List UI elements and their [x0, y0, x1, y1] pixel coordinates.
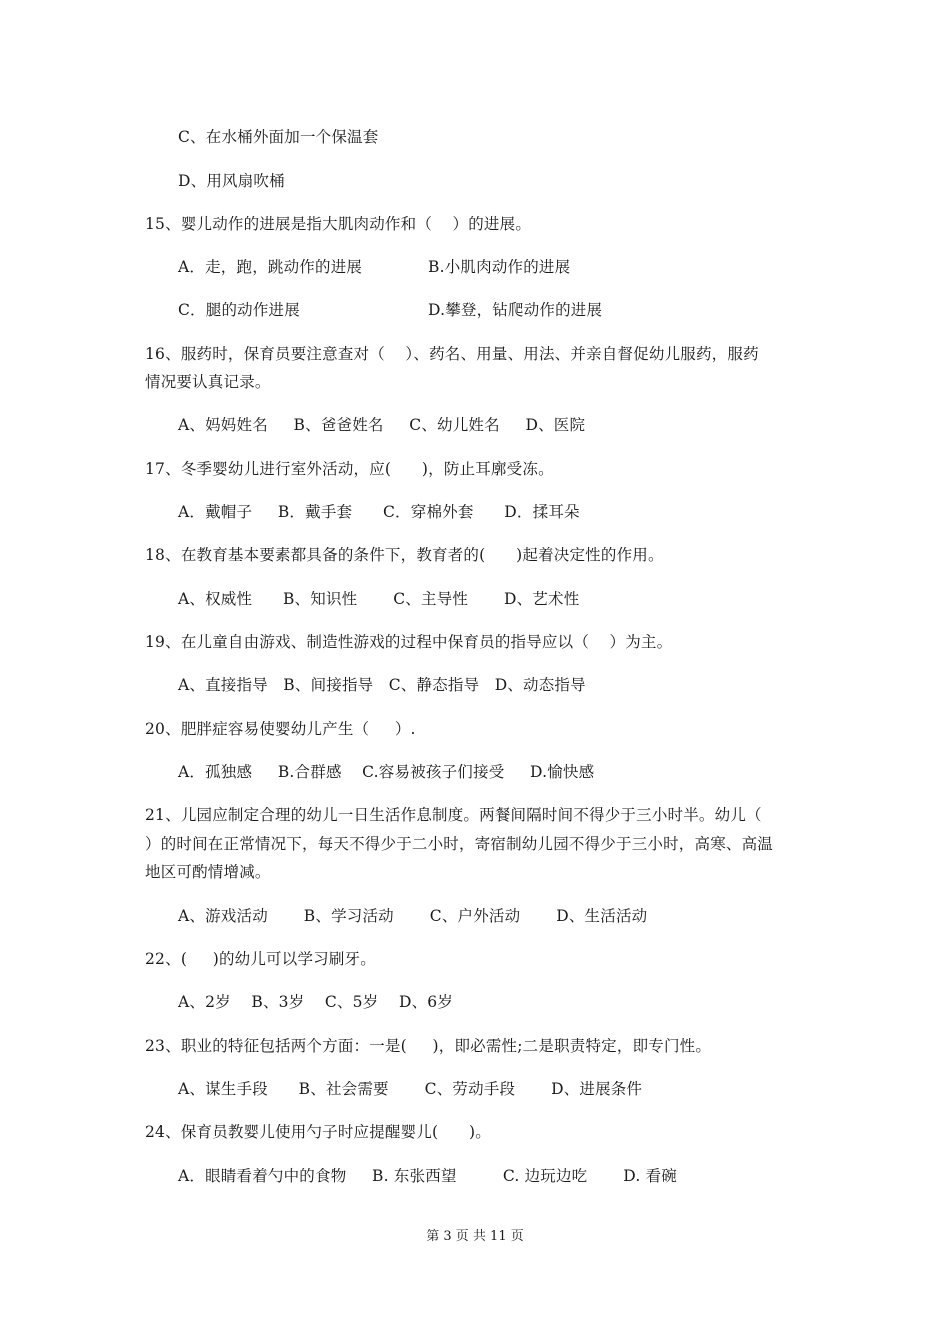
question-24: 24、保育员教婴儿使用勺子时应提醒婴儿( )。 [145, 1123, 491, 1141]
question-18: 18、在教育基本要素都具备的条件下，教育者的( )起着决定性的作用。 [145, 546, 664, 564]
question-15: 15、婴儿动作的进展是指大肌肉动作和（ ）的进展。 [145, 215, 532, 233]
question-17: 17、冬季婴幼儿进行室外活动，应( )，防止耳廓受冻。 [145, 460, 554, 478]
options-23: A、谋生手段 B、社会需要 C、劳动手段 D、进展条件 [178, 1080, 643, 1098]
question-23: 23、职业的特征包括两个方面：一是( )，即必需性;二是职责特定，即专门性。 [145, 1037, 712, 1055]
question-21: 21、儿园应制定合理的幼儿一日生活作息制度。两餐间隔时间不得少于三小时半。幼儿（ [145, 806, 762, 824]
options-22: A、2岁 B、3岁 C、5岁 D、6岁 [178, 993, 454, 1011]
question-19: 19、在儿童自由游戏、制造性游戏的过程中保育员的指导应以（ ）为主。 [145, 633, 673, 651]
option-15b: B.小肌肉动作的进展 [428, 258, 571, 276]
options-19: A、直接指导 B、间接指导 C、静态指导 D、动态指导 [178, 676, 586, 694]
options-16: A、妈妈姓名 B、爸爸姓名 C、幼儿姓名 D、医院 [178, 416, 586, 434]
option-15d: D.攀登，钻爬动作的进展 [428, 301, 603, 319]
options-24: A．眼睛看着勺中的食物 B. 东张西望 C. 边玩边吃 D. 看碗 [178, 1167, 677, 1185]
options-18: A、权威性 B、知识性 C、主导性 D、艺术性 [178, 590, 580, 608]
option-14d: D、用风扇吹桶 [178, 172, 285, 190]
options-20: A．孤独感 B.合群感 C.容易被孩子们接受 D.愉快感 [178, 763, 595, 781]
page-footer: 第 3 页 共 11 页 [426, 1229, 524, 1244]
options-17: A．戴帽子 B．戴手套 C．穿棉外套 D．揉耳朵 [178, 503, 580, 521]
options-21: A、游戏活动 B、学习活动 C、户外活动 D、生活活动 [178, 907, 648, 925]
option-15c: C．腿的动作进展 [178, 301, 300, 319]
option-15a: A．走，跑，跳动作的进展 [178, 258, 363, 276]
question-16-continued: 情况要认真记录。 [145, 373, 271, 391]
question-21-continued-1: ）的时间在正常情况下，每天不得少于二小时，寄宿制幼儿园不得少于三小时，高寒、高温 [145, 835, 774, 853]
question-22: 22、( )的幼儿可以学习刷牙。 [145, 950, 376, 968]
question-21-continued-2: 地区可酌情增减。 [145, 863, 271, 881]
option-14c: C、在水桶外面加一个保温套 [178, 128, 379, 146]
question-16: 16、服药时，保育员要注意查对（ ）、药名、用量、用法、并亲自督促幼儿服药，服药 [145, 345, 759, 363]
question-20: 20、肥胖症容易使婴幼儿产生（ ）. [145, 720, 416, 738]
